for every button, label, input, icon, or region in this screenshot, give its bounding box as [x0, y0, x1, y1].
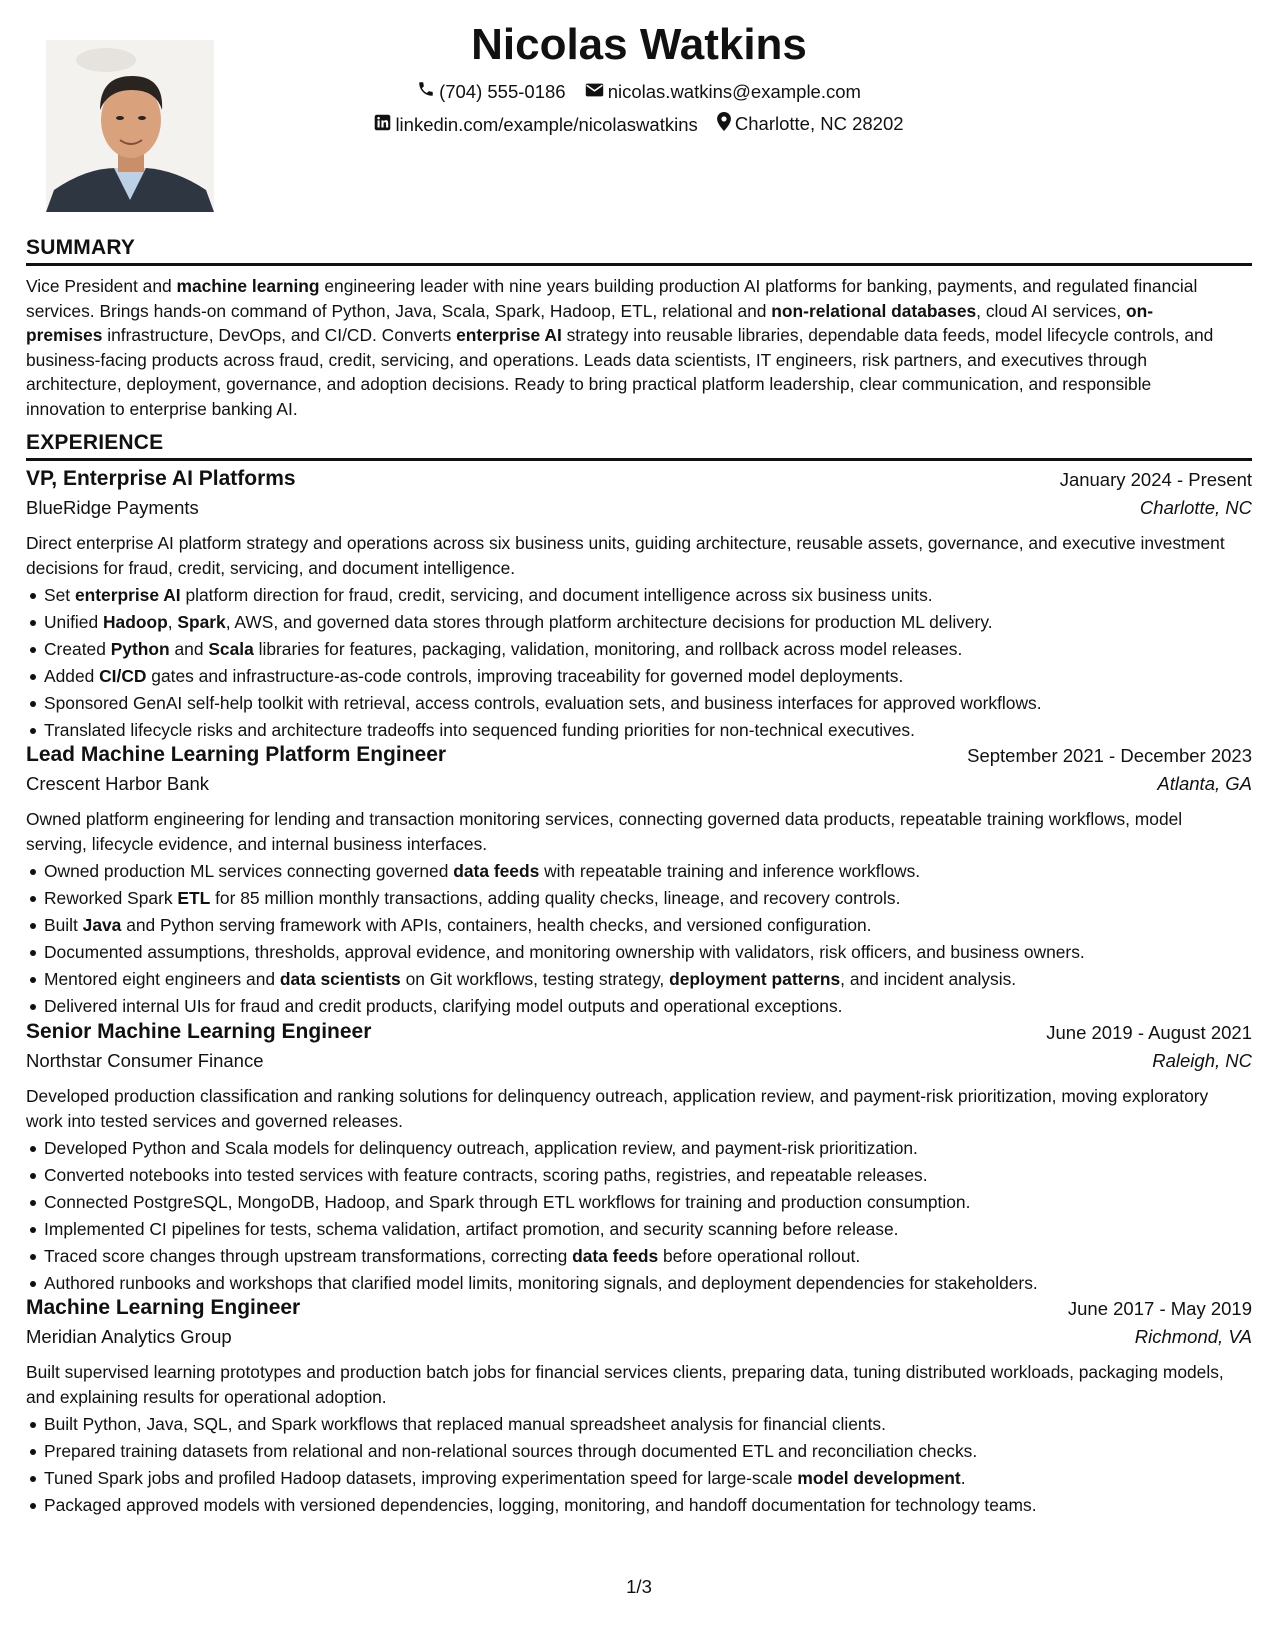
- text-segment: Added: [44, 666, 100, 687]
- resume-page: [26, 0, 1252, 1650]
- candidate-name: Nicolas Watkins: [471, 20, 807, 69]
- job-description: Built supervised learning prototypes and production batch jobs for financial services clients, preparing data, tuning distributed workloads, packaging models, and explaining results for operational adoption.: [26, 1362, 1224, 1407]
- text-segment: Authored runbooks and workshops that clarified model limits, monitoring signals, and deployment dependencies for stakeholders.: [44, 1273, 1038, 1294]
- job-entry: [26, 743, 1252, 1020]
- summary-heading: SUMMARY: [26, 236, 1252, 266]
- page-number: 1/3: [626, 1576, 652, 1597]
- text-segment: .: [960, 1468, 966, 1489]
- text-segment: strategy into reusable libraries, dependable data feeds, model lifecycle controls, and business-facing products across fraud, credit, servicing, and operations. Leads data scientists, IT engineers, risk partners, and executives through architecture, deployment, governance, and adoption decisions. Ready to bring practical platform leadership, clear communication, and responsible innovation to enterprise banking AI.: [26, 325, 1214, 419]
- bullet-item: [26, 636, 1252, 663]
- job-title: Senior Machine Learning Engineer: [26, 1020, 372, 1043]
- job-bullets: [26, 1411, 1252, 1519]
- bullet-item: [26, 582, 1252, 609]
- job-bullets: [26, 582, 1252, 744]
- bullet-item: [26, 1243, 1252, 1270]
- text-segment: Converted notebooks into tested services with feature contracts, scoring paths, registries, and repeatable releases.: [44, 1165, 928, 1186]
- linkedin-icon: [374, 114, 395, 136]
- bold-keyword: deployment patterns: [669, 969, 841, 990]
- job-dates: January 2024 - Present: [1059, 469, 1252, 490]
- bold-keyword: data feeds: [572, 1246, 659, 1267]
- bold-keyword: ETL: [177, 888, 211, 909]
- text-segment: Delivered internal UIs for fraud and credit products, clarifying model outputs and operational exceptions.: [44, 996, 843, 1017]
- bold-keyword: on-premises: [26, 300, 1154, 346]
- job-title: Lead Machine Learning Platform Engineer: [26, 743, 447, 766]
- text-segment: and: [169, 639, 209, 660]
- job-dates: June 2017 - May 2019: [1067, 1298, 1252, 1319]
- job-title: Machine Learning Engineer: [26, 1296, 301, 1319]
- bold-keyword: enterprise AI: [456, 325, 562, 346]
- text-segment: Created: [44, 639, 111, 660]
- bullet-item: [26, 609, 1252, 636]
- text-segment: on Git workflows, testing strategy,: [400, 969, 670, 990]
- linkedin-link[interactable]: linkedin.com/example/nicolaswatkins: [395, 114, 698, 135]
- job-description: Owned platform engineering for lending and transaction monitoring services, connecting governed data products, repeatable training workflows, model serving, lifecycle evidence, and internal business interfaces.: [26, 809, 1183, 854]
- email-link[interactable]: nicolas.watkins@example.com: [607, 81, 861, 102]
- bold-keyword: Java: [82, 915, 122, 936]
- bold-keyword: data feeds: [453, 861, 540, 882]
- text-segment: Reworked Spark: [44, 888, 178, 909]
- job-location: Charlotte, NC: [1139, 497, 1252, 518]
- text-segment: before operational rollout.: [658, 1246, 861, 1267]
- text-segment: Documented assumptions, thresholds, approval evidence, and monitoring ownership with validators, risk officers, and business owners.: [44, 942, 1085, 963]
- bold-keyword: enterprise AI: [74, 585, 181, 606]
- contact-line-2: [26, 112, 1252, 136]
- phone-text: (704) 555-0186: [439, 80, 566, 102]
- text-segment: Built: [44, 915, 83, 936]
- location-item: [717, 112, 904, 136]
- job-dates: September 2021 - December 2023: [967, 745, 1252, 766]
- mail-icon: [585, 81, 608, 103]
- job-description: Developed production classification and ranking solutions for delinquency outreach, application review, and payment-risk prioritization, moving exploratory work into tested services and governed releases.: [26, 1086, 1209, 1131]
- text-segment: Developed Python and Scala models for delinquency outreach, application review, and payment-risk prioritization.: [44, 1138, 918, 1159]
- bullet-item: [26, 1411, 1252, 1438]
- bullet-item: [26, 1492, 1252, 1519]
- job-location: Atlanta, GA: [1157, 773, 1252, 794]
- text-segment: Owned production ML services connecting governed: [44, 861, 454, 882]
- text-segment: Implemented CI pipelines for tests, schema validation, artifact promotion, and security scanning before release.: [44, 1219, 899, 1240]
- job-entry: [26, 1020, 1252, 1297]
- text-segment: Built Python, Java, SQL, and Spark workflows that replaced manual spreadsheet analysis for financial clients.: [44, 1414, 886, 1435]
- bullet-item: [26, 1438, 1252, 1465]
- phone-icon: [417, 80, 439, 103]
- job-entry: [26, 1296, 1252, 1519]
- job-location: Raleigh, NC: [1152, 1050, 1252, 1071]
- text-segment: Connected PostgreSQL, MongoDB, Hadoop, and Spark through ETL workflows for training and production consumption.: [44, 1192, 971, 1213]
- bold-keyword: Hadoop: [102, 612, 168, 633]
- text-segment: , and incident analysis.: [840, 969, 1017, 990]
- text-segment: gates and infrastructure-as-code controls, improving traceability for governed model deployments.: [146, 666, 904, 687]
- summary-text: [26, 274, 1226, 422]
- email-item[interactable]: [585, 81, 861, 103]
- bullet-item: [26, 885, 1252, 912]
- map-pin-icon: [717, 112, 735, 136]
- job-company: BlueRidge Payments: [26, 497, 199, 518]
- text-segment: with repeatable training and inference workflows.: [539, 861, 921, 882]
- text-segment: , AWS, and governed data stores through platform architecture decisions for production ML delivery.: [225, 612, 993, 633]
- bold-keyword: non-relational databases: [771, 300, 977, 321]
- experience-heading: EXPERIENCE: [26, 431, 1252, 461]
- job-location: Richmond, VA: [1134, 1326, 1252, 1347]
- text-segment: ,: [167, 612, 178, 633]
- bold-keyword: Spark: [177, 612, 226, 633]
- job-entry: [26, 467, 1252, 744]
- text-segment: Traced score changes through upstream transformations, correcting: [44, 1246, 573, 1267]
- text-segment: engineering leader with nine years building production AI platforms for banking, payments, and regulated financial services. Brings hands-on command of Python, Java, Scala, Spark, Hadoop, ETL, relational and: [26, 276, 1198, 321]
- text-segment: Tuned Spark jobs and profiled Hadoop datasets, improving experimentation speed for large-scale: [44, 1468, 798, 1489]
- bullet-item: [26, 1216, 1252, 1243]
- bullet-item: [26, 1189, 1252, 1216]
- text-segment: Sponsored GenAI self-help toolkit with retrieval, access controls, evaluation sets, and business interfaces for approved workflows.: [44, 693, 1042, 714]
- text-segment: Unified: [44, 612, 103, 633]
- text-segment: , cloud AI services,: [976, 300, 1126, 321]
- job-company: Crescent Harbor Bank: [26, 773, 210, 794]
- job-company: Northstar Consumer Finance: [26, 1050, 264, 1071]
- bullet-item: [26, 1135, 1252, 1162]
- phone-item: [417, 80, 566, 103]
- linkedin-item[interactable]: [374, 114, 697, 136]
- bullet-item: [26, 1162, 1252, 1189]
- bullet-item: [26, 966, 1252, 993]
- job-bullets: [26, 858, 1252, 1020]
- bullet-item: [26, 939, 1252, 966]
- job-title: VP, Enterprise AI Platforms: [26, 467, 296, 490]
- bold-keyword: data scientists: [279, 969, 401, 990]
- bold-keyword: Python: [110, 639, 170, 660]
- text-segment: for 85 million monthly transactions, adding quality checks, lineage, and recovery controls.: [210, 888, 901, 909]
- bold-keyword: CI/CD: [99, 666, 147, 687]
- bullet-item: [26, 1270, 1252, 1297]
- bullet-item: [26, 717, 1252, 744]
- bullet-item: [26, 663, 1252, 690]
- location-text: Charlotte, NC 28202: [734, 113, 904, 134]
- job-bullets: [26, 1135, 1252, 1297]
- text-segment: Translated lifecycle risks and architecture tradeoffs into sequenced funding priorities for non-technical executives.: [44, 720, 915, 741]
- text-segment: Packaged approved models with versioned dependencies, logging, monitoring, and handoff documentation for technology teams.: [44, 1495, 1037, 1516]
- bullet-item: [26, 858, 1252, 885]
- text-segment: Prepared training datasets from relational and non-relational sources through documented ETL and reconciliation checks.: [44, 1441, 978, 1462]
- job-description: Direct enterprise AI platform strategy and operations across six business units, guiding architecture, reusable assets, governance, and executive investment decisions for fraud, credit, servicing, and document intelligence.: [26, 533, 1225, 578]
- bullet-item: [26, 690, 1252, 717]
- bold-keyword: model development: [797, 1468, 961, 1489]
- text-segment: Vice President and: [26, 276, 177, 296]
- bullet-item: [26, 1465, 1252, 1492]
- job-dates: June 2019 - August 2021: [1046, 1022, 1252, 1043]
- text-segment: Set: [44, 585, 75, 606]
- bold-keyword: Scala: [208, 639, 254, 660]
- bold-keyword: machine learning: [176, 276, 320, 296]
- bullet-item: [26, 912, 1252, 939]
- text-segment: and Python serving framework with APIs, containers, health checks, and versioned configuration.: [121, 915, 872, 936]
- bullet-item: [26, 993, 1252, 1020]
- text-segment: Mentored eight engineers and: [44, 969, 280, 990]
- text-segment: platform direction for fraud, credit, servicing, and document intelligence across six business units.: [180, 585, 933, 606]
- text-segment: libraries for features, packaging, validation, monitoring, and rollback across model releases.: [253, 639, 963, 660]
- job-company: Meridian Analytics Group: [26, 1326, 232, 1347]
- text-segment: infrastructure, DevOps, and CI/CD. Converts: [102, 325, 457, 346]
- contact-line-1: [26, 80, 1252, 103]
